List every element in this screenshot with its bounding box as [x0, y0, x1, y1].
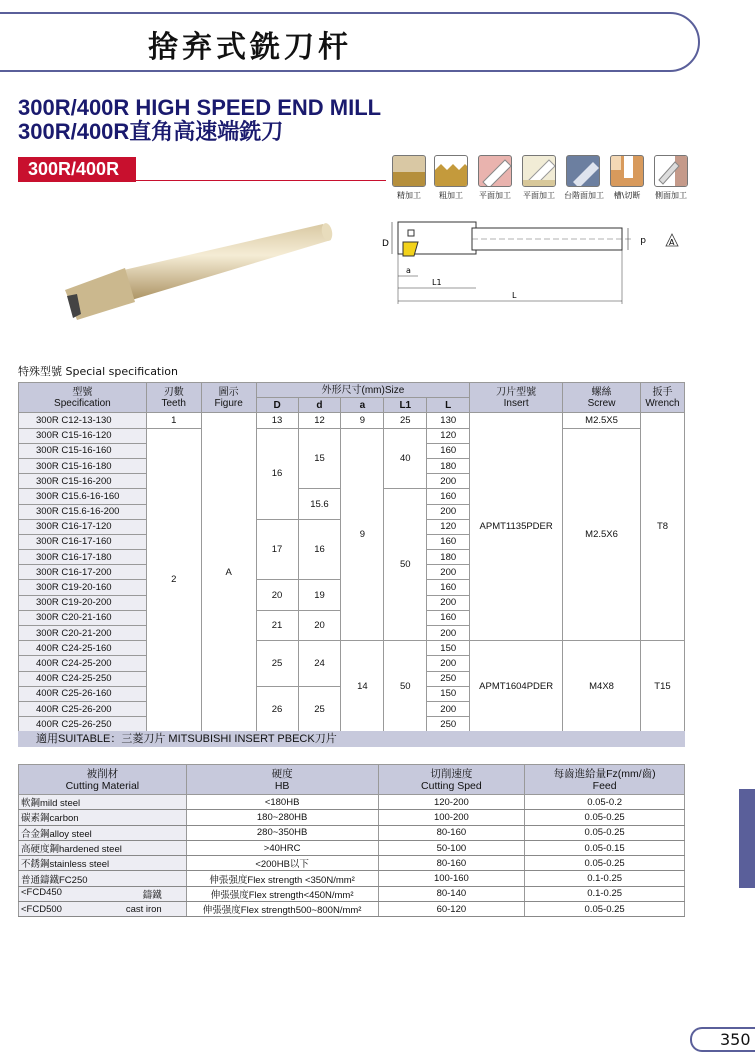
table-row: 300R C15.6-16-200 200: [19, 504, 685, 519]
table-row: 300R C12-13-130 1 A 13 12 9 25 130 APMT1135PDER M2.5X5 T8: [19, 413, 685, 428]
table-row: 300R C15-16-120 2 16 15 9 40 120 M2.5X6: [19, 428, 685, 443]
table-row: 400R C25-26-250 250: [19, 717, 685, 732]
special-spec-label: 特殊型號 Special specification: [18, 365, 178, 378]
table-row: 300R C15.6-16-160 15.6 50 160: [19, 489, 685, 504]
dimension-drawing: [372, 212, 692, 312]
banner-title: 捨弃式銑刀杆: [148, 30, 352, 65]
header-D: D: [256, 398, 298, 413]
table-row: 高硬度鋼hardened steel >40HRC 50-100 0.05-0.15: [19, 840, 685, 855]
header-L1: L1: [384, 398, 427, 413]
table-row: 400R C25-26-160 26 25 150: [19, 686, 685, 701]
table-row: 300R C16-17-200 200: [19, 565, 685, 580]
model-badge: 300R/400R: [18, 157, 136, 182]
header-insert: 刀片型號 Insert: [470, 383, 563, 413]
table-row: 300R C15-16-180 180: [19, 458, 685, 473]
header-L: L: [427, 398, 470, 413]
suitable-note: 適用SUITABLE：三菱刀片 MITSUBISHI INSERT PBECK刀片: [18, 731, 685, 747]
table-row: 300R C20-21-160 21 20 160: [19, 610, 685, 625]
page-number: 350: [690, 1027, 755, 1052]
table-row: 300R C19-20-160 20 19 160: [19, 580, 685, 595]
label-a: a: [406, 266, 411, 275]
header-d: d: [298, 398, 341, 413]
shoulder-milling-icon: [566, 155, 600, 187]
header-hardness: 硬度 HB: [186, 765, 378, 795]
title-en: 300R/400R HIGH SPEED END MILL: [18, 95, 382, 120]
table-row: 300R C16-17-180 180: [19, 550, 685, 565]
face-milling-icon: [478, 155, 512, 187]
header-screw: 螺絲 Screw: [563, 383, 641, 413]
header-wrench: 扳手 Wrench: [640, 383, 684, 413]
label-A: A: [669, 238, 675, 247]
header-figure: 圖示 Figure: [201, 383, 256, 413]
table-row: 400R C24-25-160 25 24 14 50 150 APMT1604PDER M4X8 T15: [19, 641, 685, 656]
header-specification: 型號 Specification: [19, 383, 147, 413]
table-row: 300R C20-21-200 200: [19, 626, 685, 641]
title-cn: 300R/400R直角高速端銑刀: [18, 119, 284, 144]
table-row: 300R C16-17-160 160: [19, 534, 685, 549]
table-row: <FCD500 cast iron 伸張强度Flex strength500~800N/mm² 60-120 0.05-0.25: [19, 902, 685, 917]
page-title: [18, 96, 381, 144]
table-row: 軟鋼mild steel <180HB 120-200 0.05-0.2: [19, 795, 685, 810]
header-cutting-speed: 切削速度 Cutting Sped: [378, 765, 525, 795]
label-L: L: [512, 291, 517, 300]
label-L1: L1: [432, 278, 442, 287]
table-row: 300R C15-16-160 160: [19, 443, 685, 458]
slotting-icon: [610, 155, 644, 187]
specification-table: [18, 382, 685, 732]
table-row: 300R C15-16-200 200: [19, 474, 685, 489]
op-roughing: 粗加工: [432, 155, 470, 201]
operation-icons: [390, 155, 702, 205]
side-milling-icon: [654, 155, 688, 187]
op-finishing: 精加工: [390, 155, 428, 201]
op-face-milling-2: 平面加工: [520, 155, 558, 201]
table-row: 400R C25-26-200 200: [19, 701, 685, 716]
label-D: D: [382, 239, 389, 249]
end-mill-image: [55, 210, 355, 330]
table-row: 300R C16-17-120 17 16 120: [19, 519, 685, 534]
header-size: 外形尺寸(mm)Size: [256, 383, 470, 398]
side-tab: [739, 789, 755, 888]
table-row: 不銹鋼stainless steel <200HB以下 80-160 0.05-0.25: [19, 856, 685, 871]
op-shoulder: 台階面加工: [564, 155, 602, 201]
face-milling-2-icon: [522, 155, 556, 187]
finishing-icon: [392, 155, 426, 187]
table-row: 合金鋼alloy steel 280~350HB 80-160 0.05-0.25: [19, 825, 685, 840]
badge-divider: [136, 180, 386, 181]
table-row: 碳素鋼carbon 180~280HB 100-200 0.05-0.25: [19, 810, 685, 825]
op-face-milling: 平面加工: [476, 155, 514, 201]
header-cutting-material: 被削材 Cutting Material: [19, 765, 187, 795]
header-a: a: [341, 398, 384, 413]
table-row: 300R C19-20-200 200: [19, 595, 685, 610]
op-slotting: 槽\切断: [608, 155, 646, 201]
header-teeth: 刃數 Teeth: [146, 383, 201, 413]
table-row: 400R C24-25-250 250: [19, 671, 685, 686]
label-d: d: [640, 235, 646, 245]
table-row: 400R C24-25-200 200: [19, 656, 685, 671]
roughing-icon: [434, 155, 468, 187]
op-side-milling: 側面加工: [652, 155, 690, 201]
header-feed: 每齒進給量Fz(mm/齒) Feed: [525, 765, 685, 795]
table-row: 普通鑄鐵FC250 伸張强度Flex strength <350N/mm² 100-160 0.1-0.25: [19, 871, 685, 886]
table-row: <FCD450 鑄鐵 伸張强度Flex strength<450N/mm² 80-140 0.1-0.25: [19, 886, 685, 901]
cutting-conditions-table: [18, 764, 685, 917]
